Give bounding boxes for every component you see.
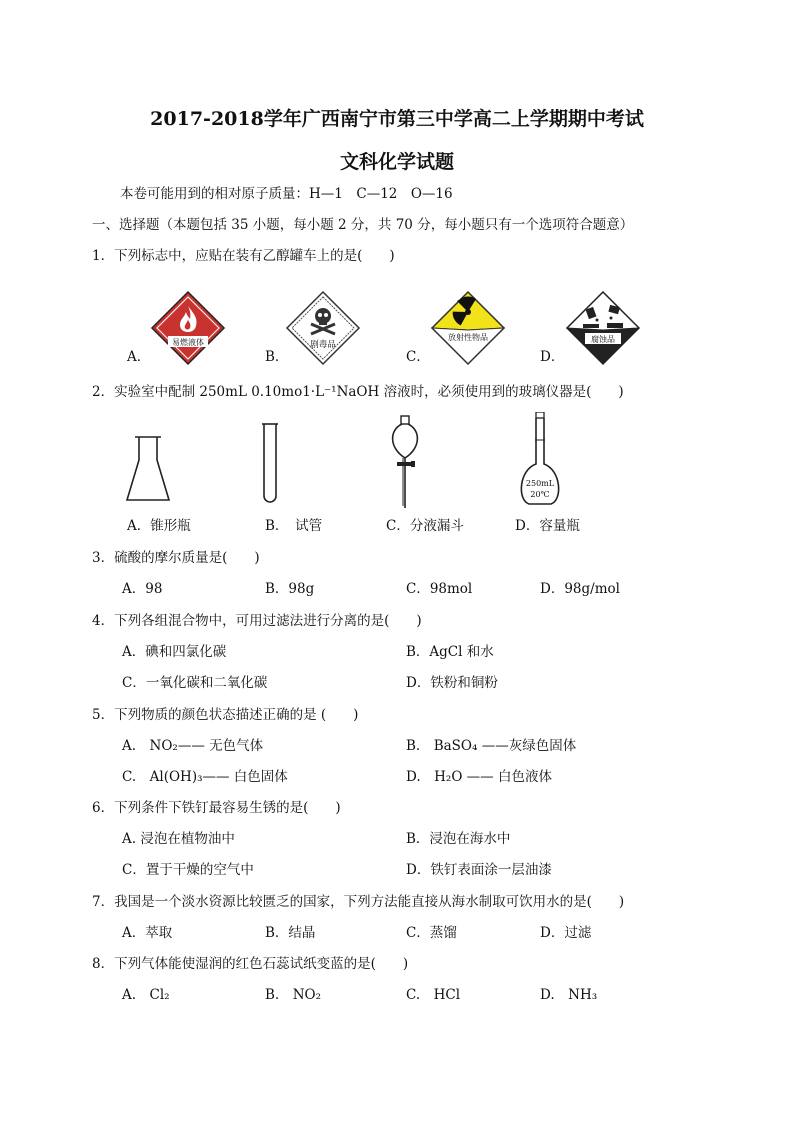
q8-option-a[interactable]: A. Cl₂ bbox=[122, 987, 170, 1003]
question-1-stem: 1．下列标志中，应贴在装有乙醇罐车上的是( ) bbox=[92, 248, 395, 264]
q3-option-c[interactable]: C．98mol bbox=[406, 581, 473, 597]
atomic-masses: 本卷可能用到的相对原子质量：H—1 C—12 O—16 bbox=[120, 186, 453, 202]
separatory-funnel-icon bbox=[383, 412, 427, 512]
q8-option-d[interactable]: D. NH₃ bbox=[540, 987, 598, 1003]
q1-option-a[interactable]: A． bbox=[127, 349, 151, 365]
radioactive-label: 放射性物品 bbox=[448, 333, 488, 342]
q4-option-d[interactable]: D．铁粉和铜粉 bbox=[406, 675, 498, 691]
toxic-sign-icon bbox=[285, 290, 361, 366]
q6-option-b[interactable]: B．浸泡在海水中 bbox=[406, 831, 511, 847]
q8-option-b[interactable]: B. NO₂ bbox=[265, 987, 322, 1003]
q7-option-c[interactable]: C．蒸馏 bbox=[406, 925, 457, 941]
exam-title: 2017-2018学年广西南宁市第三中学高二上学期期中考试 bbox=[150, 108, 644, 130]
q8-option-c[interactable]: C. HCl bbox=[406, 987, 461, 1003]
q7-option-d[interactable]: D．过滤 bbox=[540, 925, 592, 941]
q6-option-a[interactable]: A. 浸泡在植物油中 bbox=[122, 831, 235, 847]
exam-subtitle: 文科化学试题 bbox=[339, 151, 454, 173]
radioactive-sign-icon bbox=[430, 290, 506, 366]
flammable-liquid-sign-icon bbox=[150, 290, 226, 366]
corrosive-label: 腐蚀品 bbox=[591, 335, 615, 344]
q4-option-c[interactable]: C．一氧化碳和二氧化碳 bbox=[122, 675, 268, 691]
q1-option-d[interactable]: D． bbox=[540, 349, 565, 365]
volumetric-flask-icon bbox=[515, 412, 565, 508]
flammable-label: 易燃液体 bbox=[172, 338, 204, 347]
q3-option-a[interactable]: A．98 bbox=[122, 581, 163, 597]
q6-option-d[interactable]: D．铁钉表面涂一层油漆 bbox=[406, 862, 552, 878]
q6-option-c[interactable]: C．置于干燥的空气中 bbox=[122, 862, 254, 878]
question-7-stem: 7．我国是一个淡水资源比较匮乏的国家，下列方法能直接从海水制取可饮用水的是( ) bbox=[92, 894, 625, 910]
question-6-stem: 6．下列条件下铁钉最容易生锈的是( ) bbox=[92, 800, 341, 816]
q2-option-b[interactable]: B． 试管 bbox=[265, 518, 323, 534]
question-3-stem: 3．硫酸的摩尔质量是( ) bbox=[92, 550, 260, 566]
q5-option-c[interactable]: C. Al(OH)₃—— 白色固体 bbox=[122, 769, 288, 785]
q4-option-a[interactable]: A．碘和四氯化碳 bbox=[122, 644, 227, 660]
question-2-stem: 2．实验室中配制 250mL 0.10mo1·L⁻¹NaOH 溶液时，必须使用到的玻璃仪器是( ) bbox=[92, 384, 624, 400]
q2-option-d[interactable]: D．容量瓶 bbox=[515, 518, 580, 534]
q7-option-a[interactable]: A．萃取 bbox=[122, 925, 173, 941]
q3-option-b[interactable]: B．98g bbox=[265, 581, 315, 597]
conical-flask-icon bbox=[123, 412, 173, 508]
question-4-stem: 4．下列各组混合物中，可用过滤法进行分离的是( ) bbox=[92, 613, 422, 629]
q5-option-d[interactable]: D. H₂O —— 白色液体 bbox=[406, 769, 552, 785]
question-5-stem: 5．下列物质的颜色状态描述正确的是 ( ) bbox=[92, 707, 359, 723]
section-heading: 一、选择题（本题包括 35 小题，每小题 2 分，共 70 分，每小题只有一个选项符合题意） bbox=[92, 217, 634, 233]
flask-volume-label: 250mL bbox=[525, 479, 555, 488]
q1-option-b[interactable]: B． bbox=[265, 349, 289, 365]
q4-option-b[interactable]: B．AgCl 和水 bbox=[406, 644, 494, 660]
q1-option-c[interactable]: C． bbox=[406, 349, 430, 365]
flask-temp-label: 20℃ bbox=[530, 490, 550, 499]
corrosive-sign-icon bbox=[565, 290, 641, 366]
q2-option-a[interactable]: A．锥形瓶 bbox=[127, 518, 191, 534]
q5-option-b[interactable]: B. BaSO₄ ——灰绿色固体 bbox=[406, 738, 577, 754]
toxic-label: 剧毒品 bbox=[310, 340, 336, 350]
test-tube-icon bbox=[258, 412, 282, 508]
q7-option-b[interactable]: B．结晶 bbox=[265, 925, 316, 941]
q2-option-c[interactable]: C．分液漏斗 bbox=[386, 518, 464, 534]
question-8-stem: 8．下列气体能使湿润的红色石蕊试纸变蓝的是( ) bbox=[92, 956, 409, 972]
q3-option-d[interactable]: D．98g/mol bbox=[540, 581, 620, 597]
q5-option-a[interactable]: A. NO₂—— 无色气体 bbox=[122, 738, 264, 754]
